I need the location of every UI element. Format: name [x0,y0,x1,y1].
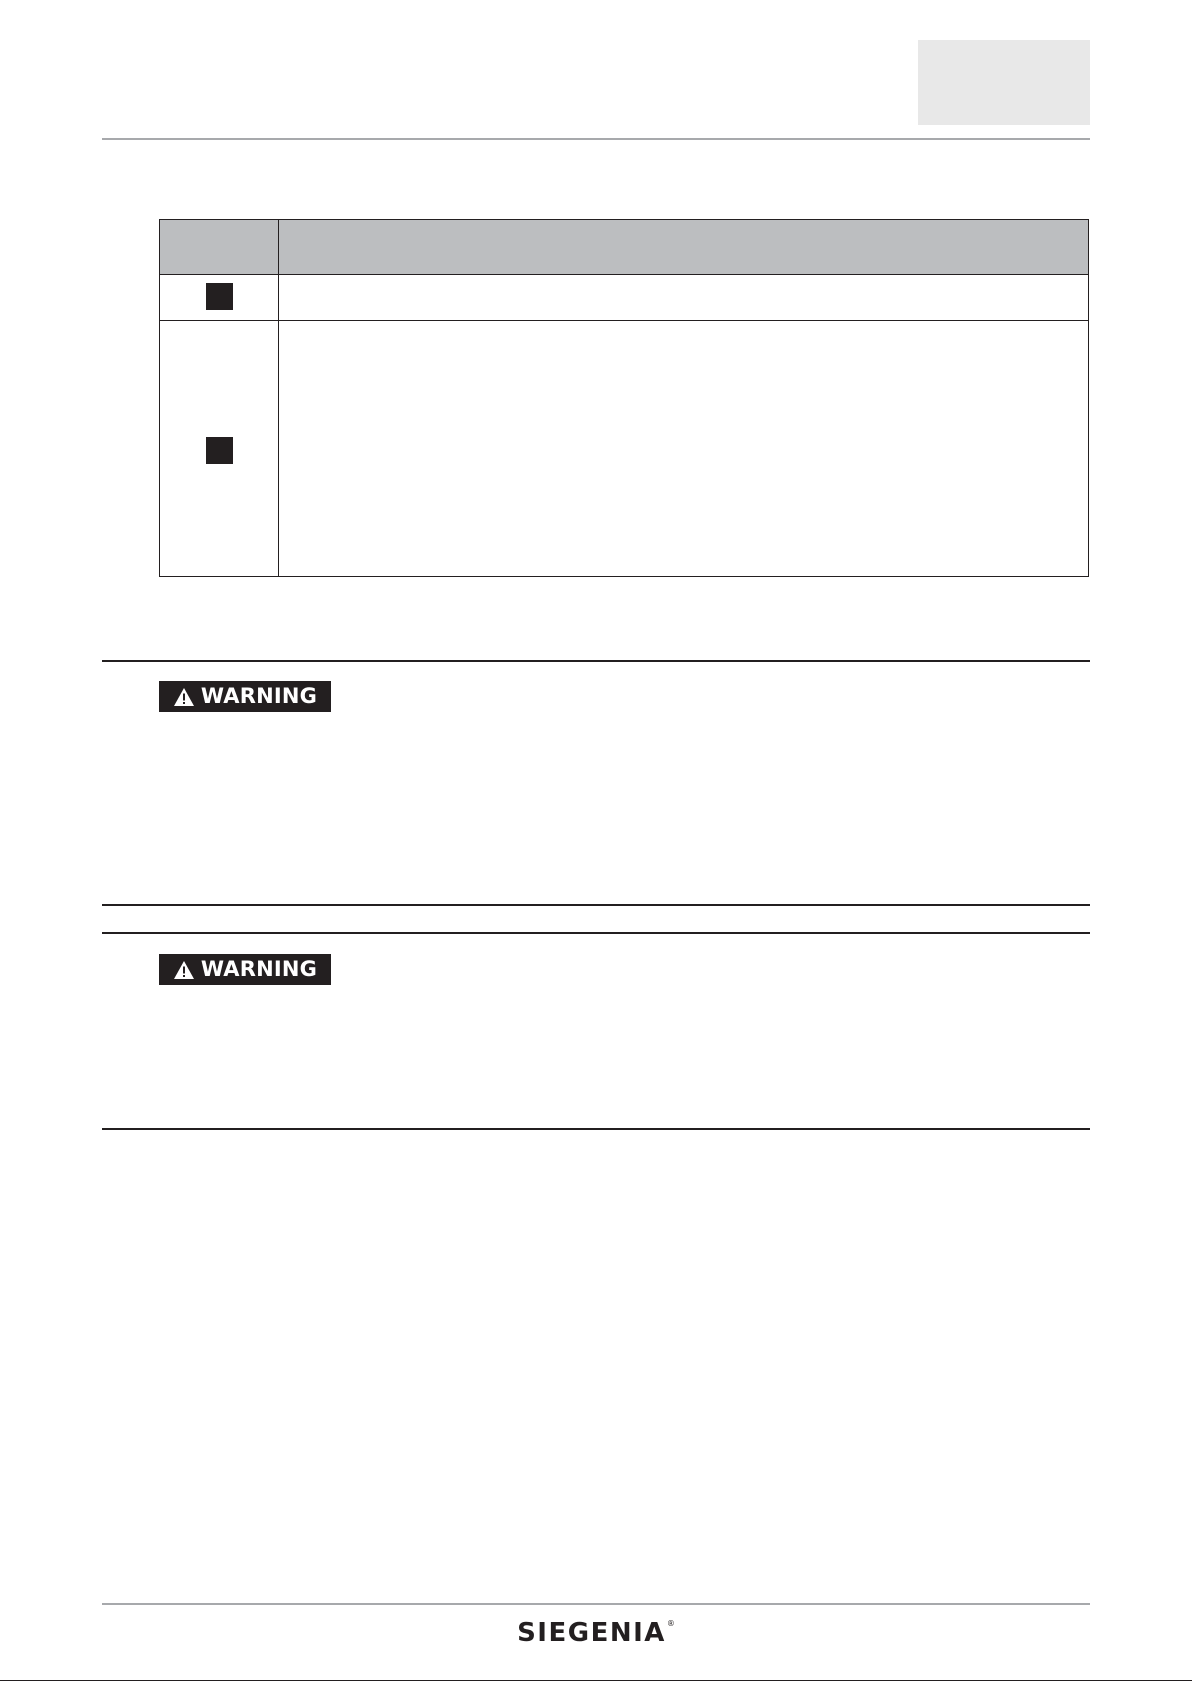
page-bottom-edge [0,1680,1192,1681]
siegenia-logo [480,1618,712,1648]
warning-label-1: WARNING [200,684,318,708]
table-row-divider [160,320,1088,321]
warning-bottom-rule-2 [102,1128,1090,1130]
warning-triangle-icon [173,687,195,707]
warning-badge-2 [159,954,331,985]
table-header-row [160,220,1088,275]
warning-label-2: WARNING [200,957,318,981]
header-divider [102,138,1090,140]
row-marker-2 [206,437,233,464]
footer-divider [102,1603,1090,1605]
header-tab-block [918,40,1090,125]
warning-top-rule-1 [102,660,1090,662]
warning-triangle-icon [173,960,195,980]
brand-name: SIEGENIA [517,1618,666,1648]
legend-table [159,219,1089,577]
registered-mark: ® [666,1619,675,1628]
row-marker-1 [206,283,233,310]
warning-badge-1 [159,681,331,712]
warning-bottom-rule-1 [102,904,1090,906]
table-column-divider [278,220,279,576]
warning-top-rule-2 [102,932,1090,934]
